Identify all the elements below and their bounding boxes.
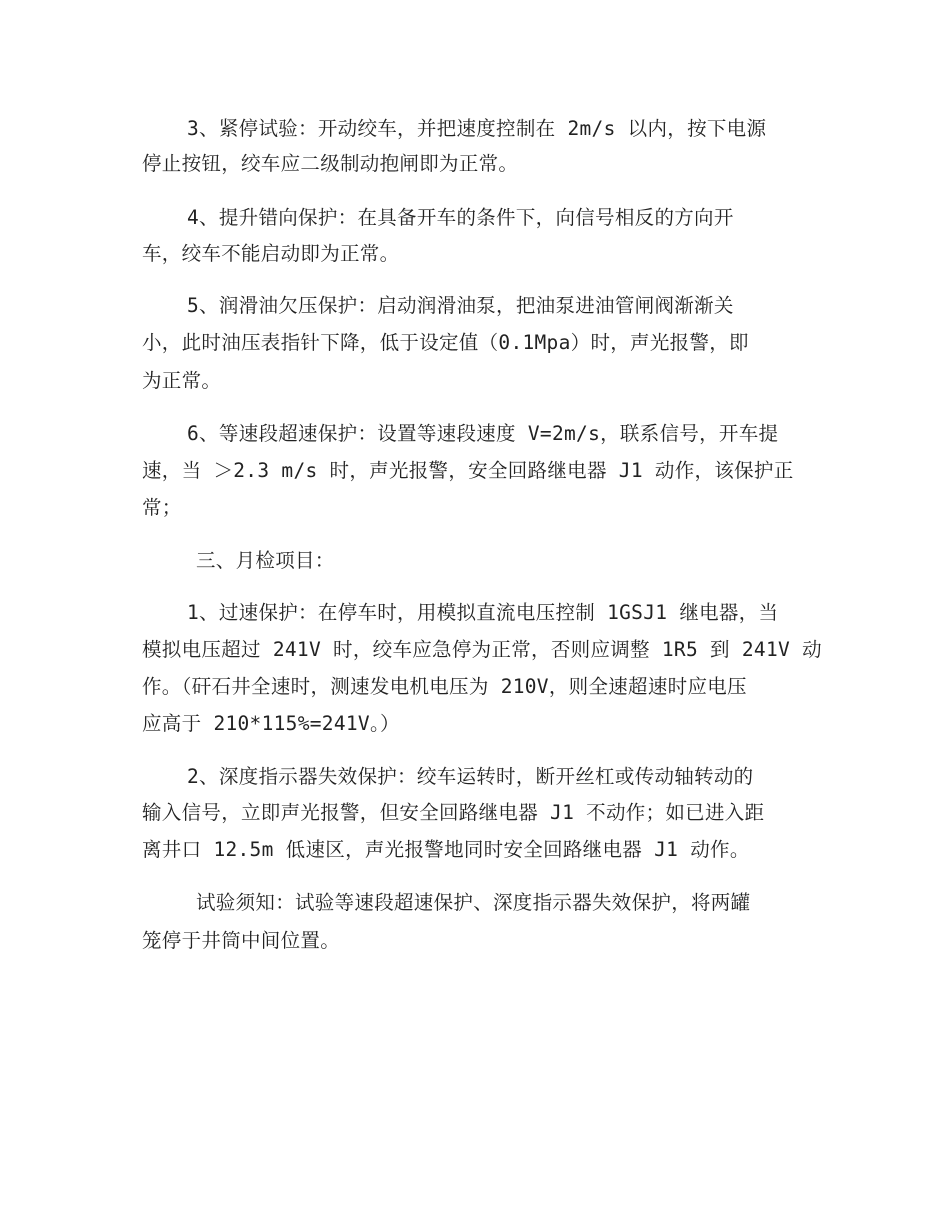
paragraph-line: 常； xyxy=(142,496,182,519)
paragraph-line: 停止按钮，绞车应二级制动抱闸即为正常。 xyxy=(142,152,519,175)
paragraph-line: 速，当 ＞2.3 m/s 时，声光报警，安全回路继电器 J1 动作，该保护正 xyxy=(142,459,794,482)
paragraph-line: 2、深度指示器失效保护：绞车运转时，断开丝杠或传动轴转动的 xyxy=(187,765,754,788)
paragraph-line: 作。（矸石井全速时，测速发电机电压为 210V，则全速超速时应电压 xyxy=(142,675,747,698)
paragraph-line: 小，此时油压表指针下降，低于设定值（0.1Mpa）时，声光报警，即 xyxy=(142,331,749,354)
paragraph-line: 为正常。 xyxy=(142,369,222,392)
paragraph-line: 6、等速段超速保护：设置等速段速度 V=2m/s，联系信号，开车提 xyxy=(187,422,779,445)
paragraph-line: 模拟电压超过 241V 时，绞车应急停为正常，否则应调整 1R5 到 241V 动 xyxy=(142,638,822,661)
section-heading: 三、月检项目： xyxy=(196,549,335,572)
paragraph-line: 车，绞车不能启动即为正常。 xyxy=(142,242,400,265)
paragraph-line: 应高于 210*115%=241V。） xyxy=(142,712,400,735)
paragraph-line: 笼停于井筒中间位置。 xyxy=(142,929,341,952)
paragraph-line: 4、提升错向保护：在具备开车的条件下，向信号相反的方向开 xyxy=(187,206,734,229)
paragraph-line: 输入信号，立即声光报警，但安全回路继电器 J1 不动作；如已进入距 xyxy=(142,801,765,824)
paragraph-line: 5、润滑油欠压保护：启动润滑油泵，把油泵进油管闸阀渐渐关 xyxy=(187,294,734,317)
paragraph-line: 离井口 12.5m 低速区，声光报警地同时安全回路继电器 J1 动作。 xyxy=(142,838,750,861)
paragraph-line: 试验须知：试验等速段超速保护、深度指示器失效保护，将两罐 xyxy=(196,891,751,914)
paragraph-line: 1、过速保护：在停车时，用模拟直流电压控制 1GSJ1 继电器，当 xyxy=(187,601,779,624)
paragraph-line: 3、紧停试验：开动绞车，并把速度控制在 2m/s 以内，按下电源 xyxy=(187,117,767,140)
